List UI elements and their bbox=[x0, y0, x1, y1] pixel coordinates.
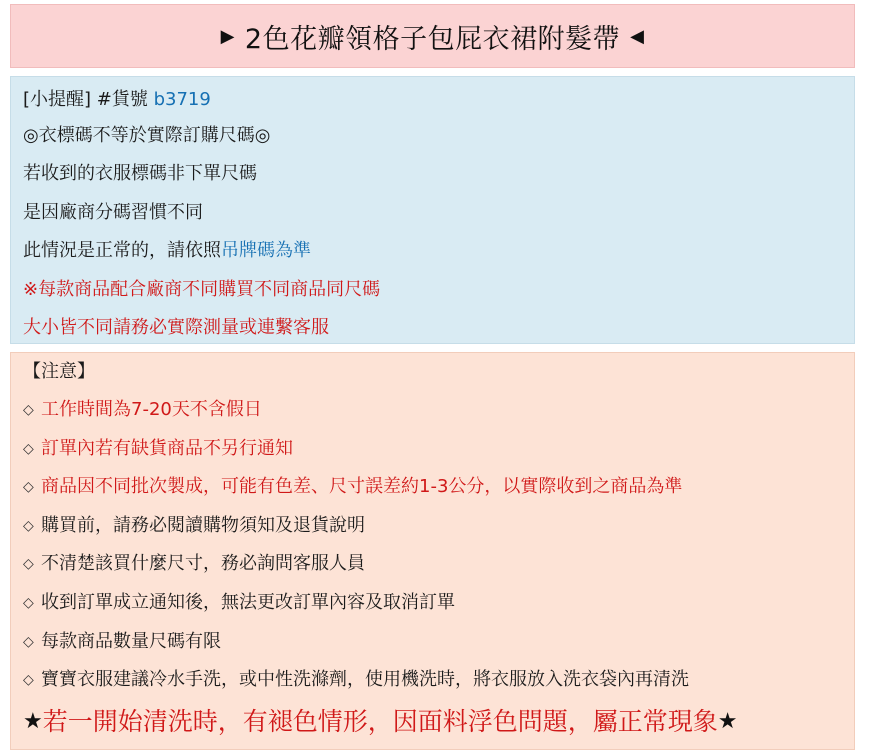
star-icon: ★ bbox=[717, 708, 738, 734]
notice-item-text: 寶寶衣服建議冷水手洗，或中性洗滌劑，使用機洗時，將衣服放入洗衣袋內再清洗 bbox=[41, 669, 689, 691]
reminder-line-1: 若收到的衣服標碼非下單尺碼 bbox=[23, 163, 257, 185]
notice-item bbox=[23, 507, 842, 546]
reminder-line-3 bbox=[23, 232, 842, 270]
washing-warning bbox=[23, 700, 842, 744]
notice-item-text: 工作時間為7-20天不含假日 bbox=[41, 399, 262, 420]
page-title bbox=[221, 17, 645, 56]
notice-item bbox=[23, 661, 842, 700]
diamond-icon: ◇ bbox=[23, 402, 34, 418]
sku-number: b3719 bbox=[153, 89, 211, 110]
reminder-label: [小提醒] #貨號 bbox=[23, 89, 148, 110]
reminder-line-3-text: 此情況是正常的，請依照 bbox=[23, 240, 221, 262]
triangle-left-icon: ◀ bbox=[630, 25, 645, 47]
diamond-icon: ◇ bbox=[23, 556, 34, 573]
diamond-icon: ◇ bbox=[23, 517, 34, 534]
reminder-warning-2: 大小皆不同請務必實際測量或連繫客服 bbox=[23, 316, 329, 338]
diamond-icon: ◇ bbox=[23, 594, 34, 611]
diamond-icon: ◇ bbox=[23, 479, 34, 496]
notice-item bbox=[23, 430, 842, 469]
reminder-panel bbox=[10, 76, 855, 344]
notice-item-text: 購買前，請務必閱讀購物須知及退貨說明 bbox=[41, 514, 365, 536]
notice-heading: 【注意】 bbox=[23, 360, 95, 382]
notice-item-text: 不清楚該買什麼尺寸，務必詢問客服人員 bbox=[41, 553, 365, 575]
notice-item-text: 訂單內若有缺貨商品不另行通知 bbox=[41, 437, 293, 459]
size-note: ◎衣標碼不等於實際訂購尺碼◎ bbox=[23, 125, 271, 146]
notice-panel bbox=[10, 352, 855, 750]
star-icon: ★ bbox=[23, 708, 43, 734]
notice-item bbox=[23, 391, 842, 430]
reminder-warning-1: ※每款商品配合廠商不同購買不同商品同尺碼 bbox=[23, 278, 381, 300]
title-banner bbox=[10, 4, 855, 68]
title-text: 2色花瓣領格子包屁衣裙附髮帶 bbox=[244, 23, 621, 55]
notice-item bbox=[23, 584, 842, 623]
diamond-icon: ◇ bbox=[23, 672, 34, 689]
notice-item-text: 商品因不同批次製成，可能有色差、尺寸誤差約1-3公分，以實際收到之商品為準 bbox=[41, 476, 683, 498]
triangle-right-icon: ▶ bbox=[220, 25, 235, 47]
diamond-icon: ◇ bbox=[23, 440, 34, 457]
diamond-icon: ◇ bbox=[23, 633, 34, 650]
notice-item bbox=[23, 545, 842, 584]
notice-item-text: 每款商品數量尺碼有限 bbox=[41, 630, 221, 652]
notice-item bbox=[23, 623, 842, 662]
washing-warning-text: 若一開始清洗時，有褪色情形，因面料浮色問題，屬正常現象 bbox=[42, 706, 718, 736]
notice-item-text: 收到訂單成立通知後，無法更改訂單內容及取消訂單 bbox=[41, 591, 455, 613]
sku-line bbox=[23, 83, 842, 117]
tag-size-highlight: 吊牌碼為準 bbox=[221, 240, 311, 262]
notice-item bbox=[23, 468, 842, 507]
reminder-line-2: 是因廠商分碼習慣不同 bbox=[23, 201, 203, 223]
